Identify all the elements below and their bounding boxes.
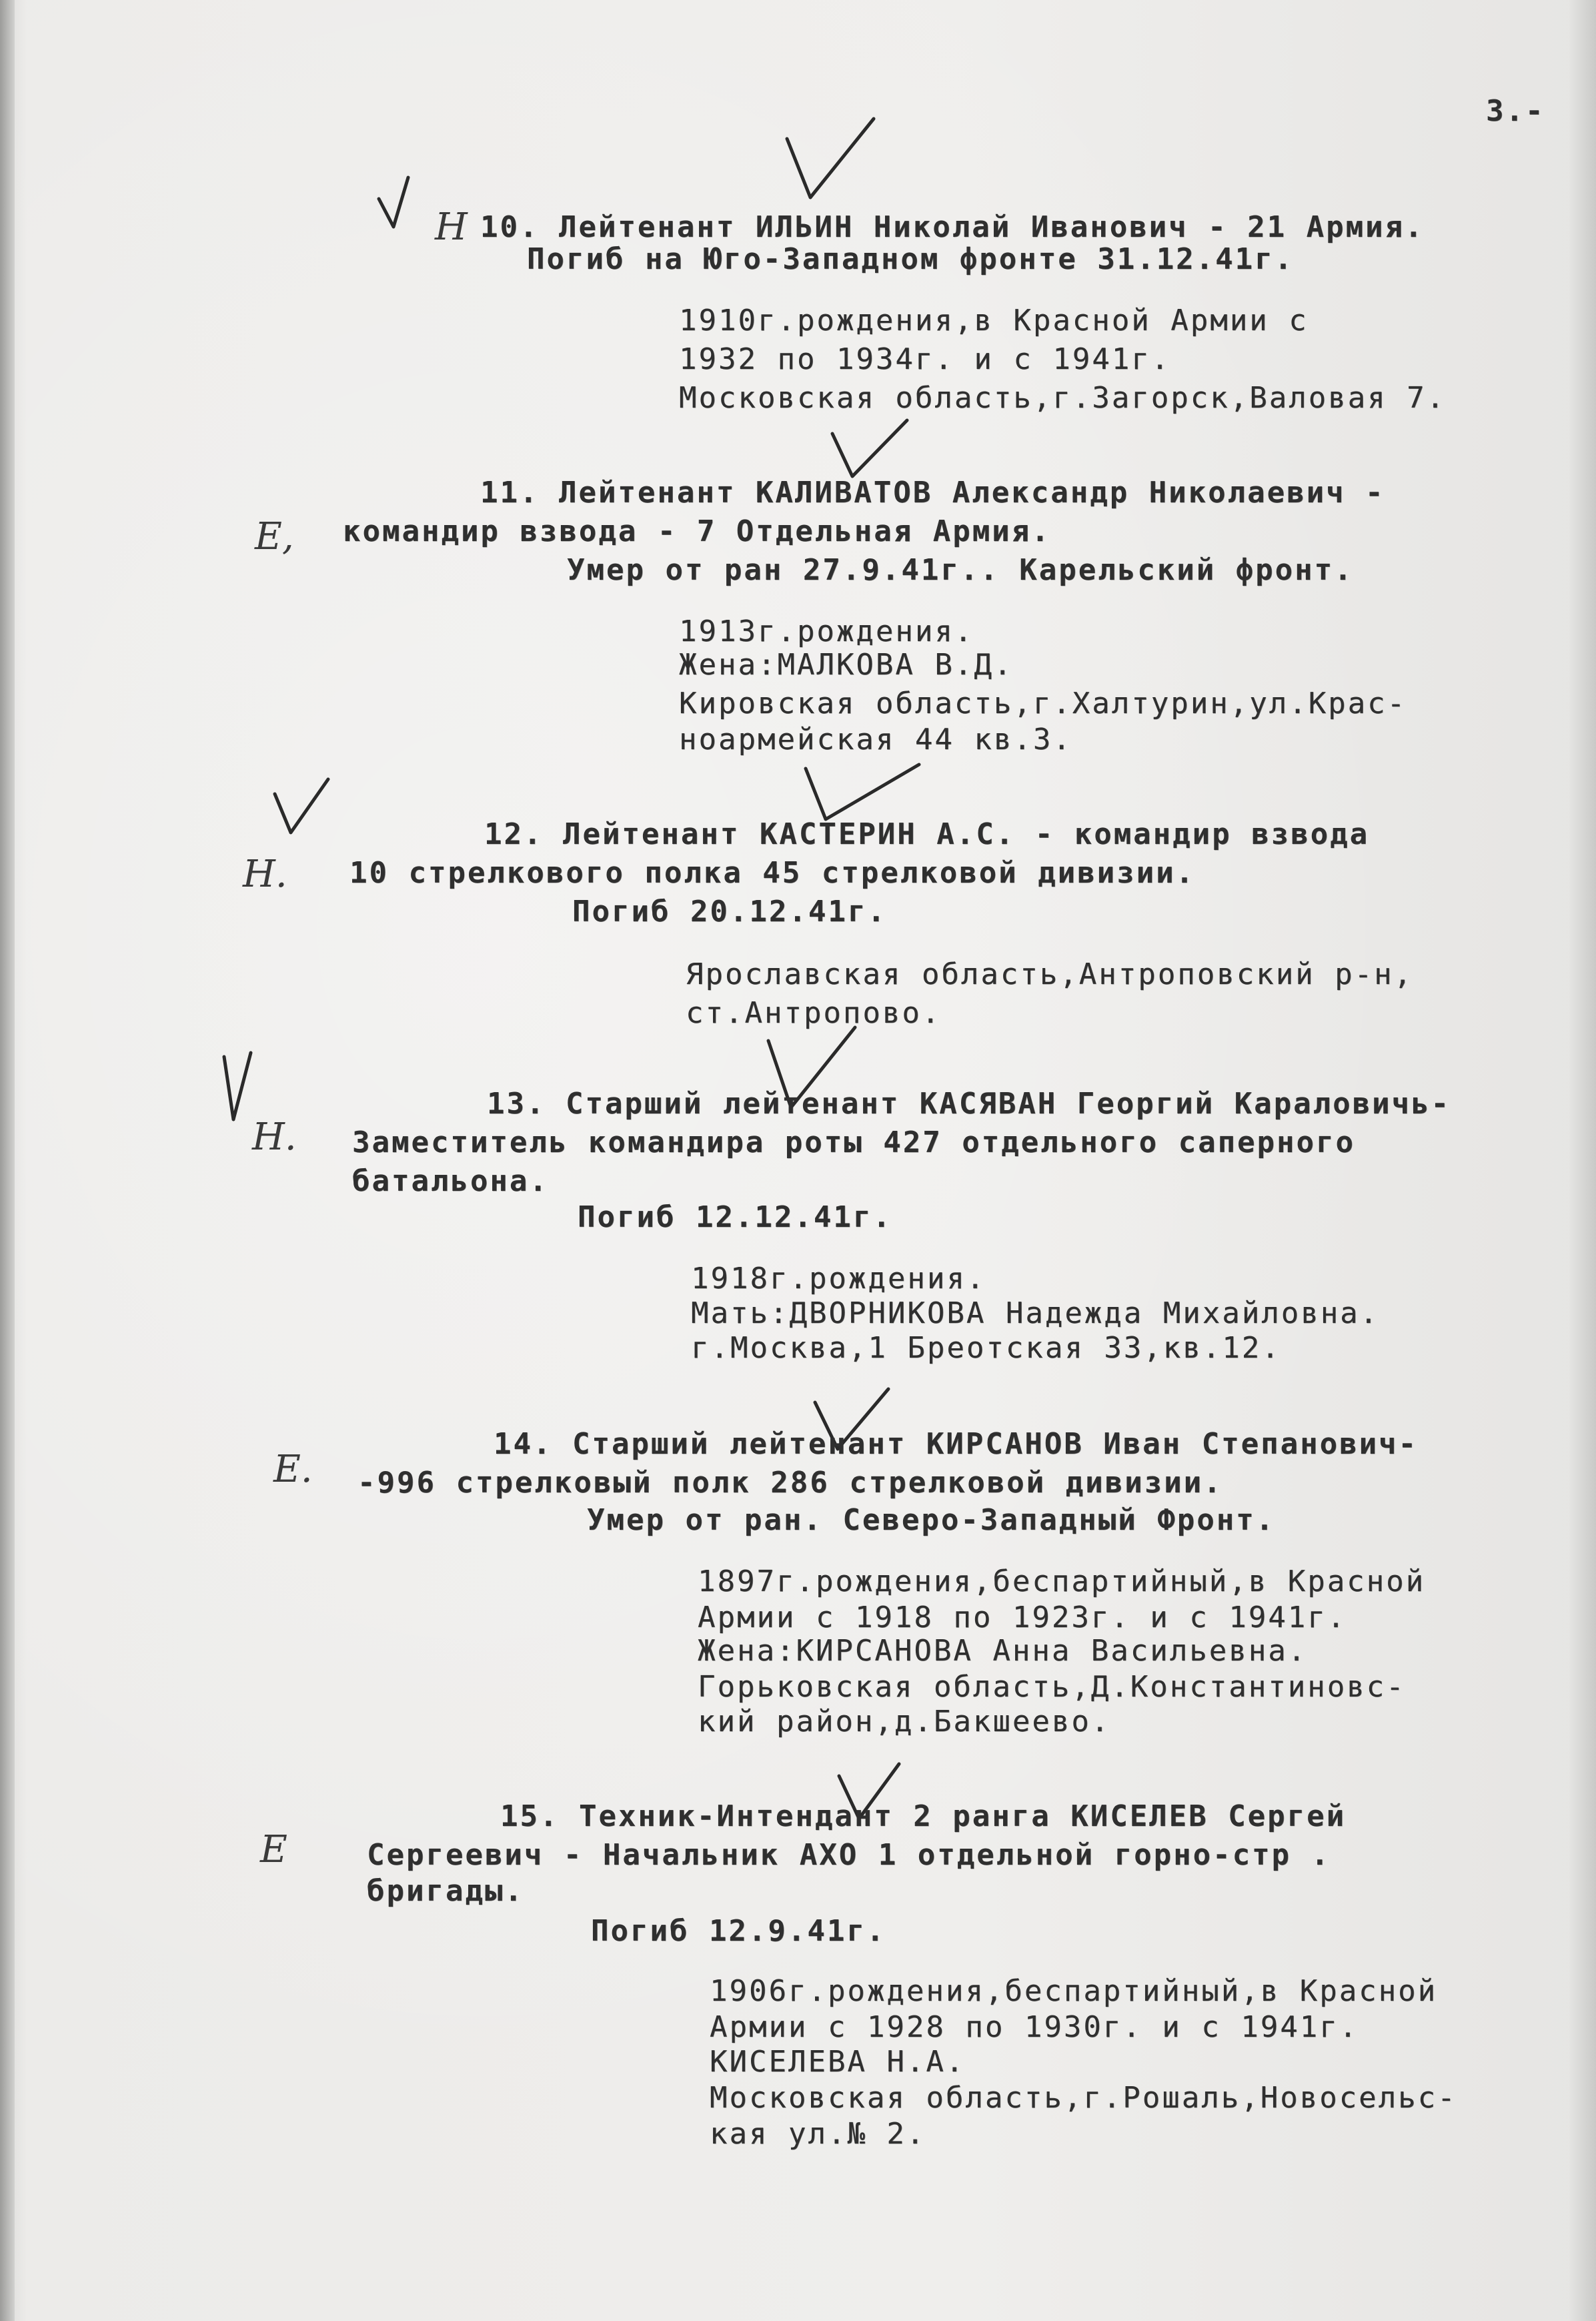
entry-line: командир взвода - 7 Отдельная Армия.: [343, 514, 1051, 548]
entry-detail: Ярославская область,Антроповский р-н,: [686, 957, 1414, 991]
entry-mark: Н.: [243, 853, 287, 896]
entry-detail: Московская область,г.Загорск,Валовая 7.: [679, 381, 1447, 415]
check-mark-icon: [780, 112, 880, 205]
page-left-edge: [0, 0, 15, 2321]
entry-heading: 13. Старший лейтенант КАСЯВАН Георгий Караловичь-: [487, 1087, 1451, 1121]
entry-detail: КИСЕЛЕВА Н.А.: [710, 2045, 966, 2079]
entry-detail: 1906г.рождения,беспартийный,в Красной: [710, 1974, 1438, 2008]
entry-line: Заместитель командира роты 427 отдельного саперного: [352, 1125, 1356, 1159]
entry-detail: кая ул.№ 2.: [710, 2117, 926, 2151]
entry-detail: Московская область,г.Рошаль,Новосельс-: [710, 2081, 1457, 2115]
check-mark-icon: [268, 774, 335, 841]
entry-detail: Жена:МАЛКОВА В.Д.: [679, 648, 1014, 682]
entry-line: Умер от ран. Северо-Западный Фронт.: [587, 1503, 1276, 1537]
entry-mark: Е: [260, 1828, 287, 1871]
entry-detail: ноармейская 44 кв.3.: [679, 723, 1072, 757]
entry-detail: 1897г.рождения,беспартийный,в Красной: [698, 1564, 1426, 1598]
check-mark-icon: [826, 415, 912, 482]
entry-detail: Армии с 1928 по 1930г. и с 1941г.: [710, 2010, 1359, 2044]
entry-line: Погиб 20.12.41г.: [572, 895, 887, 929]
entry-heading: 10. Лейтенант ИЛЬИН Николай Иванович - 21 Армия.: [480, 210, 1425, 244]
entry-line: бригады.: [367, 1874, 524, 1908]
entry-line: батальона.: [352, 1164, 549, 1198]
entry-detail: Горьковская область,Д.Константиновс-: [698, 1670, 1406, 1704]
entry-detail: 1918г.рождения.: [691, 1262, 986, 1296]
entry-line: 10 стрелкового полка 45 стрелковой дивизии.: [349, 856, 1196, 890]
entry-detail: Армии с 1918 по 1923г. и с 1941г.: [698, 1600, 1347, 1635]
entry-detail: г.Москва,1 Бреотская 33,кв.12.: [691, 1331, 1281, 1365]
entry-heading: 12. Лейтенант КАСТЕРИН А.С. - командир взвода: [484, 817, 1370, 851]
check-mark-icon: [217, 1047, 257, 1127]
entry-detail: Кировская область,г.Халтурин,ул.Крас-: [679, 686, 1407, 721]
page-number: 3.-: [1486, 94, 1545, 128]
entry-line: Сергеевич - Начальник АХО 1 отдельной горно-стр .: [367, 1838, 1331, 1872]
entry-detail: 1913г.рождения.: [679, 614, 974, 648]
entry-mark: Н.: [252, 1115, 297, 1159]
entry-detail: 1932 по 1934г. и с 1941г.: [679, 342, 1171, 376]
entry-line: Погиб 12.9.41г.: [591, 1914, 886, 1948]
entry-detail: Мать:ДВОРНИКОВА Надежда Михайловна.: [691, 1296, 1380, 1330]
entry-detail: Жена:КИРСАНОВА Анна Васильевна.: [698, 1634, 1308, 1668]
entry-mark: Е.: [273, 1448, 313, 1491]
entry-heading: 11. Лейтенант КАЛИВАТОВ Александр Николаевич -: [480, 476, 1385, 510]
page-right-edge: [1569, 0, 1596, 2321]
check-mark-icon: [373, 172, 414, 232]
entry-detail: 1910г.рождения,в Красной Армии с: [679, 304, 1309, 338]
entry-heading: 15. Техник-Интендант 2 ранга КИСЕЛЕВ Сергей: [500, 1799, 1347, 1833]
entry-heading: 14. Старший лейтенант КИРСАНОВ Иван Степанович-: [494, 1427, 1419, 1461]
entry-detail: ст.Антропово.: [686, 996, 942, 1030]
entry-mark: Е,: [255, 515, 294, 558]
entry-line: -996 стрелковый полк 286 стрелковой дивизии.: [357, 1466, 1223, 1500]
entry-detail: кий район,д.Бакшеево.: [698, 1705, 1111, 1739]
entry-line: Умер от ран 27.9.41г.. Карельский фронт.: [567, 553, 1354, 587]
entry-mark: Н: [435, 205, 468, 249]
entry-line: Погиб на Юго-Западном фронте 31.12.41г.: [527, 242, 1295, 276]
entry-line: Погиб 12.12.41г.: [578, 1200, 892, 1234]
